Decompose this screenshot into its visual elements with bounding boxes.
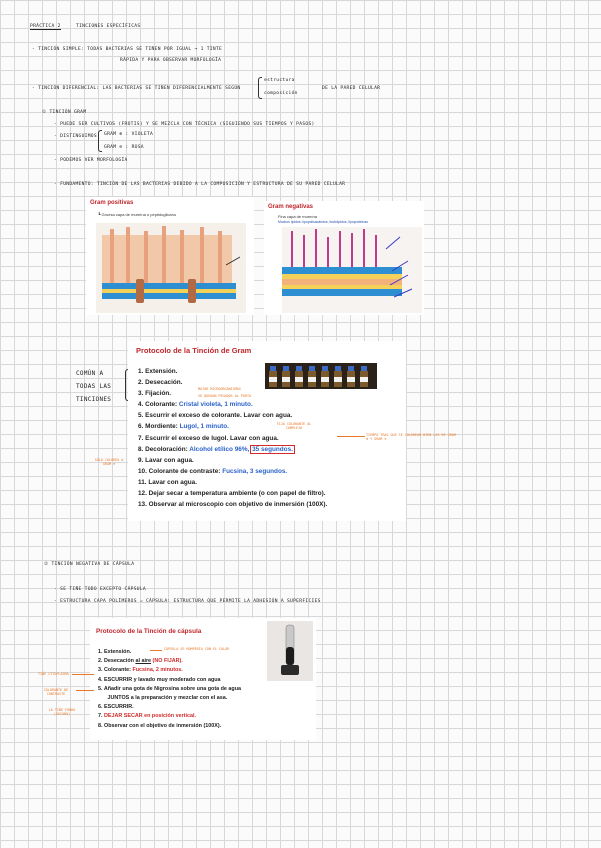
gram-step: 11. Lavar con agua. [138,478,197,486]
gram-step: 4. Colorante: Cristal violeta, 1 minuto. [138,401,253,409]
annotation-cytoplasm-arrow [72,674,94,675]
brace-gram [98,130,102,152]
note-capsula-1: - SE TIÑE TODO EXCEPTO CÁPSULA [54,587,146,592]
annotation-decolor: TIEMPO TRAS QUE SE COLOREAN BIEN LAS DE GRAM ⊕ Y GRAM ⊖ [366,433,456,441]
note-gram-pos: GRAM ⊕ : VIOLETA [104,132,154,137]
annotation-capsule-heat: CÁPSULA SE ROMPERÍA CON EL CALOR [164,647,230,651]
page-heading [30,24,140,29]
reagent-bottles-photo [265,363,377,389]
note-gram-4: - FUNDAMENTO: TINCIÓN DE LAS BACTERIAS DEBIDO A LA COMPOSICIÓN Y ESTRUCTURA DE SU PARED CELULAR [54,182,346,187]
test-tube-photo [267,621,313,681]
note-diferencial-opt-1: estructura [264,78,295,83]
gram-step: 5. Escurrir el exceso de colorante. Lavar con agua. [138,412,293,420]
gram-positive-wall-diagram [96,223,246,313]
capsula-step: JUNTOS a la preparación y mezclar con el asa. [107,695,228,702]
annotation-cytoplasm: TIÑE CITOPLASMA [38,672,69,676]
gram-step: 2. Desecación. [138,379,183,387]
note-simple-2: RÁPIDA Y PARA OBSERVAR MORFOLOGÍA [120,58,222,63]
gram-step: 1. Extensión. [138,368,178,375]
annotation-kill: MATAR MICROORGANISMOS [198,387,241,391]
gram-negative-title: Gram negativas [268,204,314,210]
note-diferencial-opt-2: composición [264,91,298,96]
capsula-protocol-panel [90,618,316,740]
gram-section-title: ① TINCIÓN GRAM [42,110,87,115]
gram-step: 10. Colorante de contraste: Fucsina, 3 segundos. [138,467,288,475]
gram-positive-subtitle: ┗ Gruesa capa de mureína o peptidoglicano [98,212,177,217]
annotation-contrast: COLORANTE DE CONTRASTE [43,688,69,696]
annotation-decolor-arrow [337,436,365,437]
capsula-step: 6. ESCURRIR. [98,704,134,711]
capsula-protocol-title: Protocolo de la Tinción de cápsula [96,628,202,635]
capsula-step: 8. Observar con el objetivo de inmersión (100X). [98,722,222,729]
gram-positive-figure [86,197,254,315]
gram-step: 6. Mordiente: Lugol, 1 minuto. [138,423,229,431]
note-diferencial-end: DE LA PARED CELULAR [322,86,381,91]
practice-title: PRÁCTICA 2 [30,24,61,29]
brace-diferencial [258,77,262,99]
note-gram-neg: GRAM ⊖ : ROSA [104,145,144,150]
gram-negative-wall-diagram [282,227,422,313]
annotation-mordant: FIJA COLORANTE AL COMPLEJO [276,422,312,430]
capsula-step: 5. Añadir una gota de Nigrosina sobre una gota de agua [98,685,241,692]
capsula-section-title: ② TINCIÓN NEGATIVA DE CÁPSULA [44,562,135,567]
gram-step: 8. Decoloración: Alcohol etílico 96%, 35 segundos. [138,445,293,453]
gram-step: 3. Fijación. [138,390,172,398]
annotation-background: LA TIÑE FONDO (OSCURO) [48,708,76,716]
capsula-step: 7. DEJAR SECAR en posición vertical. [98,713,196,720]
gram-protocol-panel [128,341,406,521]
note-capsula-2: - ESTRUCTURA CAPA POLÍMEROS ⇒ CÁPSULA: ESTRUCTURA QUE PERMITE LA ADHESIÓN A SUPERFICIES [54,599,321,604]
gram-step: 7. Escurrir el exceso de lugol. Lavar con agua. [138,434,279,442]
capsula-step: 3. Colorante: Fucsina, 2 minutos. [98,667,183,674]
annotation-contrast-arrow [76,690,94,691]
capsula-step: 4. ESCURRIR y lavado muy moderado con agua [98,676,221,683]
note-gram-2: - DISTINGUIMOS [54,134,97,139]
annotation-capsule-heat-arrow [150,650,162,651]
note-simple-1: - TINCIÓN SIMPLE: TODAS BACTERIAS SE TIÑEN POR IGUAL → 1 TINTE [32,47,223,52]
annotation-stick: SE QUEDAN PEGADOS AL PORTA [198,394,252,398]
gram-positive-title: Gram positivas [90,200,134,206]
capsula-step: 1. Extensión. [98,649,132,655]
gram-negative-figure [264,201,424,315]
common-steps-note: COMÚN A TODAS LAS TINCIONES [76,370,112,403]
gram-negative-subtitle: Fina capa de mureína [278,214,317,219]
topic-title: TINCIONES ESPECÍFICAS [76,24,141,29]
capsula-protocol-steps [98,648,241,731]
gram-step: 12. Dejar secar a temperatura ambiente (o con papel de filtro). [138,490,326,498]
note-gram-3: - PODEMOS VER MORFOLOGÍA [54,158,128,163]
gram-step: 9. Lavar con agua. [138,456,194,464]
capsula-step: 2. Desecación al aire (NO FIJAR). [98,658,183,665]
gram-step: 13. Observar al microscopio con objetivo de inmersión (100X). [138,501,328,509]
note-gram-1: - PUEDE SER CULTIVOS (FROTIS) Y SE MEZCLA CON TÉCNICA (SIGUIENDO SUS TIEMPOS Y PASOS) [54,122,315,127]
gram-protocol-title: Protocolo de la Tinción de Gram [136,346,252,355]
note-diferencial: - TINCIÓN DIFERENCIAL: LAS BACTERIAS SE TIÑEN DIFERENCIALMENTE SEGÚN [32,86,241,91]
annotation-counterstain: SÓLO COLOREA A GRAM ⊖ [94,458,124,466]
gram-negative-detail: Muchos lípidos: lipopolisacáridos, fosfolípidos, lipoproteínas [278,220,368,224]
